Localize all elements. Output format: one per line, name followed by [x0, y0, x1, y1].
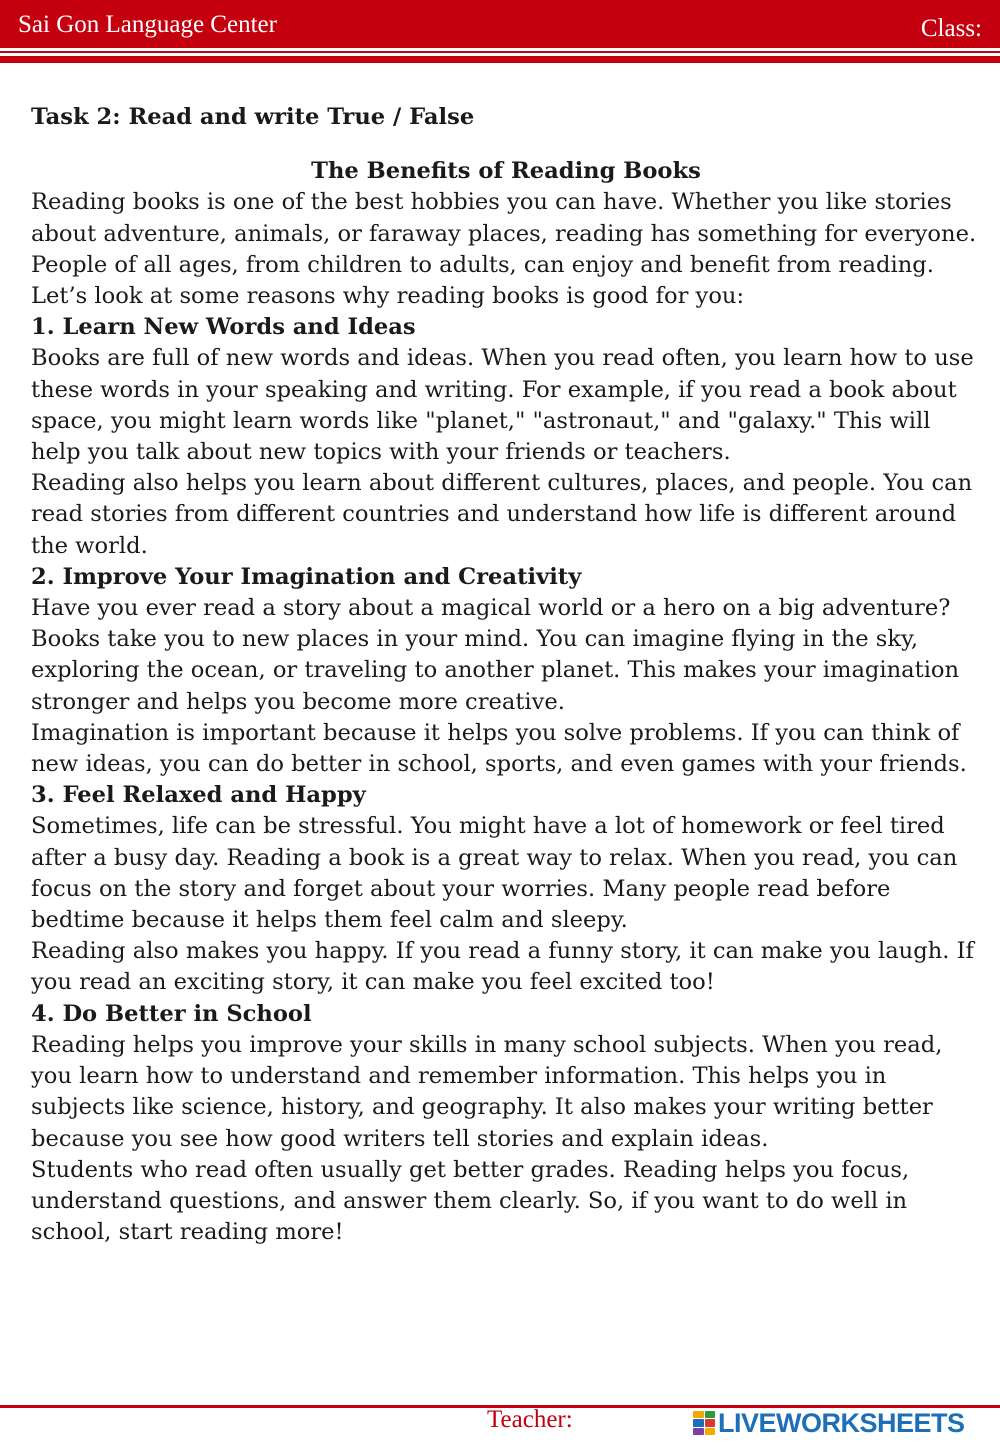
task-instruction: Task 2: Read and write True / False	[31, 104, 475, 130]
center-name: Sai Gon Language Center	[18, 11, 277, 38]
liveworksheets-logo[interactable]	[693, 1409, 965, 1437]
section-paragraph: Reading also makes you happy. If you read a funny story, it can make you laugh. If you read an exciting story, it can make you feel excited too!	[31, 938, 974, 996]
liveworksheets-logo-text: LIVEWORKSHEETS	[718, 1407, 965, 1438]
header-bar	[0, 0, 1000, 48]
section-paragraph: Sometimes, life can be stressful. You might have a lot of homework or feel tired after a busy day. Reading a book is a great way to relax. When you read, you can focus on the story and forget about your worries. Many people read before bedtime because it helps them feel calm and sleepy.	[31, 813, 958, 934]
section-paragraph: Books are full of new words and ideas. When you read often, you learn how to use these words in your speaking and writing. For example, if you read a book about space, you might learn words like "planet," "astronaut," and "galaxy." This will help you talk about new topics with your friends or teachers.	[31, 345, 974, 466]
section-paragraph: Reading also helps you learn about different cultures, places, and people. You can read stories from different countries and understand how life is different around the world.	[31, 470, 973, 559]
article-title: The Benefits of Reading Books	[311, 158, 701, 185]
section-heading: 3. Feel Relaxed and Happy	[31, 782, 366, 809]
header-divider-thick	[0, 56, 1000, 63]
section-paragraph: Reading helps you improve your skills in many school subjects. When you read, you learn how to understand and remember information. This helps you in subjects like science, history, and geography. It also makes your writing better because you see how good writers tell stories and explain ideas.	[31, 1031, 943, 1152]
section-heading: 1. Learn New Words and Ideas	[31, 314, 416, 341]
section-heading: 2. Improve Your Imagination and Creativity	[31, 563, 582, 590]
section-paragraph: Imagination is important because it helps you solve problems. If you can think of new ideas, you can do better in school, sports, and even games with your friends.	[31, 719, 967, 778]
class-label: Class:	[920, 15, 982, 42]
liveworksheets-logo-icon	[693, 1411, 715, 1435]
teacher-label: Teacher:	[487, 1406, 573, 1433]
header-divider-thin	[0, 51, 1000, 53]
worksheet-content	[31, 102, 981, 1248]
section-paragraph: Students who read often usually get better grades. Reading helps you focus, understand questions, and answer them clearly. So, if you want to do well in school, start reading more!	[31, 1156, 910, 1246]
intro-paragraph: Let’s look at some reasons why reading books is good for you:	[31, 283, 745, 310]
section-heading: 4. Do Better in School	[31, 1000, 312, 1027]
section-paragraph: Have you ever read a story about a magical world or a hero on a big adventure? Books take you to new places in your mind. You can imagine flying in the sky, exploring the ocean, or traveling to another planet. This makes your imagination stronger and helps you become more creative.	[31, 595, 960, 715]
intro-paragraph: Reading books is one of the best hobbies you can have. Whether you like stories about adventure, animals, or faraway places, reading has something for everyone. People of all ages, from children to adults, can enjoy and benefit from reading.	[31, 189, 977, 278]
